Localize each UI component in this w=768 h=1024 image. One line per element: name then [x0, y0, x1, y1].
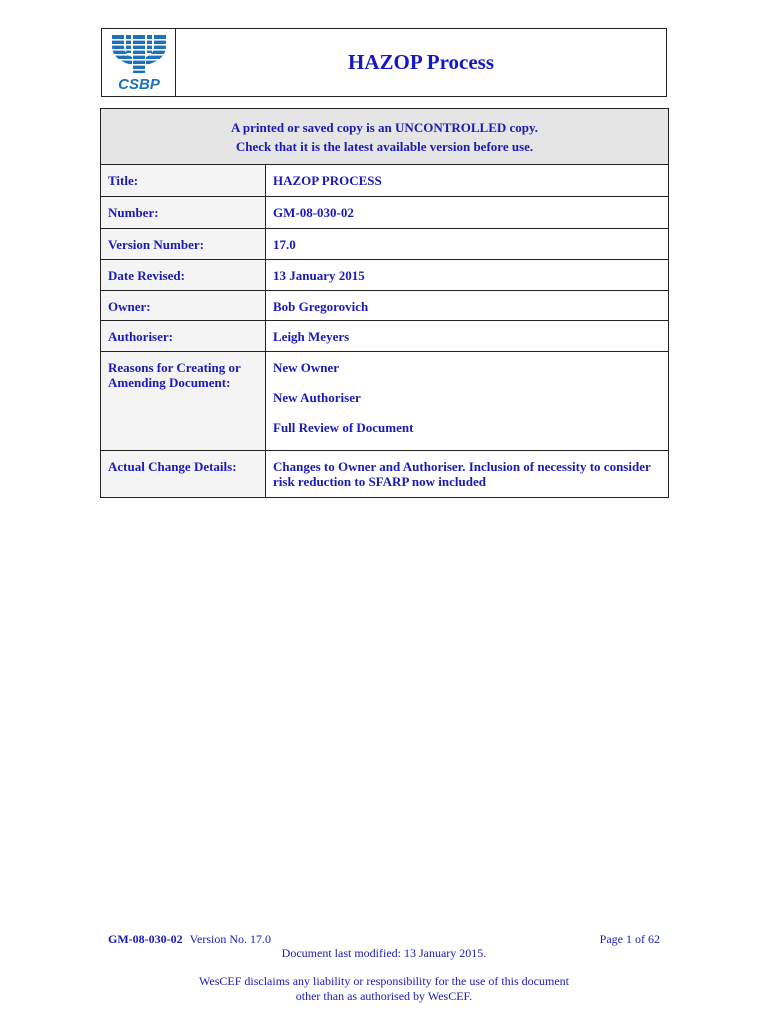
- csbp-logo: [108, 32, 170, 94]
- table-row-title: [101, 165, 669, 197]
- row-label: Owner:: [101, 291, 266, 321]
- reason-item: New Owner: [273, 360, 340, 375]
- table-row-date-revised: [101, 260, 669, 291]
- table-row-version: [101, 229, 669, 260]
- row-value: 17.0: [266, 229, 669, 260]
- row-value: Leigh Meyers: [266, 321, 669, 352]
- document-header: [101, 28, 667, 97]
- table-row-reasons: [101, 352, 669, 451]
- table-row-authoriser: [101, 321, 669, 352]
- row-label: Reasons for Creating or Amending Document:: [101, 352, 266, 451]
- row-label: Authoriser:: [101, 321, 266, 352]
- logo-cell: [102, 29, 176, 96]
- row-value: 13 January 2015: [266, 260, 669, 291]
- row-label: Version Number:: [101, 229, 266, 260]
- reason-item: Full Review of Document: [273, 420, 414, 435]
- row-value-list: [266, 352, 669, 451]
- row-label: Date Revised:: [101, 260, 266, 291]
- document-title: HAZOP Process: [347, 50, 494, 74]
- footer-disclaimer-line-2: other than as authorised by WesCEF.: [295, 989, 473, 1003]
- svg-text:CSBP: CSBP: [117, 75, 160, 93]
- footer-disclaimer-line-1: WesCEF disclaims any liability or responsibility for the use of this document: [199, 974, 569, 988]
- row-value: Changes to Owner and Authoriser. Inclusion of necessity to consider risk reduction to SFARP now included: [266, 451, 669, 498]
- reason-item: New Authoriser: [273, 390, 361, 405]
- footer-document-number: GM-08-030-02: [108, 932, 183, 946]
- row-label: Title:: [101, 165, 266, 197]
- row-label: Number:: [101, 197, 266, 229]
- row-value: GM-08-030-02: [266, 197, 669, 229]
- footer-version: Version No. 17.0: [189, 932, 271, 946]
- footer-page-number: Page 1 of 62: [599, 932, 660, 946]
- notice-row: [101, 109, 669, 165]
- table-row-number: [101, 197, 669, 229]
- row-label: Actual Change Details:: [101, 451, 266, 498]
- notice-line-2: Check that it is the latest available version before use.: [235, 139, 534, 154]
- row-value: Bob Gregorovich: [266, 291, 669, 321]
- table-row-change-details: [101, 451, 669, 498]
- notice-line-1: A printed or saved copy is an UNCONTROLLED copy.: [230, 120, 539, 135]
- uncontrolled-copy-notice: [101, 109, 669, 165]
- row-value: HAZOP PROCESS: [266, 165, 669, 197]
- table-row-owner: [101, 291, 669, 321]
- footer-last-modified: Document last modified: 13 January 2015.: [281, 946, 487, 960]
- footer-document-line: [108, 932, 660, 946]
- document-info-table: [100, 108, 669, 498]
